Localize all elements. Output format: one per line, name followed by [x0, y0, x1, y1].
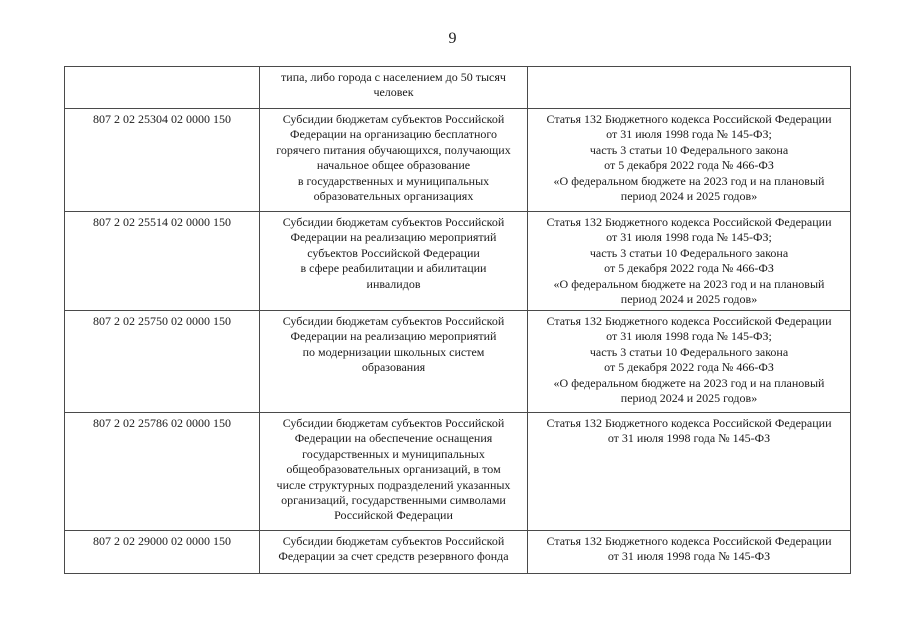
budget-code-cell: 807 2 02 25304 02 0000 150 — [65, 109, 260, 212]
budget-code-cell: 807 2 02 29000 02 0000 150 — [65, 531, 260, 574]
table-row — [65, 311, 851, 413]
budget-code-cell: 807 2 02 25786 02 0000 150 — [65, 413, 260, 531]
budget-code-cell — [65, 67, 260, 109]
description-cell: типа, либо города с населением до 50 тысяч человек — [260, 67, 528, 109]
legal-basis-cell: Статья 132 Бюджетного кодекса Российской Федерации от 31 июля 1998 года № 145-ФЗ; часть 3 статьи 10 Федерального закона от 5 декабря 2022 года № 466-ФЗ «О федеральном бюджете на 2023 год и на плановый период 2024 и 2025 годов» — [528, 311, 851, 413]
legal-basis-cell: Статья 132 Бюджетного кодекса Российской Федерации от 31 июля 1998 года № 145-ФЗ — [528, 413, 851, 531]
legal-basis-cell: Статья 132 Бюджетного кодекса Российской Федерации от 31 июля 1998 года № 145-ФЗ — [528, 531, 851, 574]
budget-classification-table — [64, 66, 851, 574]
table-row — [65, 212, 851, 311]
table-row — [65, 413, 851, 531]
budget-code-cell: 807 2 02 25750 02 0000 150 — [65, 311, 260, 413]
budget-code-cell: 807 2 02 25514 02 0000 150 — [65, 212, 260, 311]
description-cell: Субсидии бюджетам субъектов Российской Федерации на реализацию мероприятий субъектов Российской Федерации в сфере реабилитации и абилитации инвалидов — [260, 212, 528, 311]
description-cell: Субсидии бюджетам субъектов Российской Федерации за счет средств резервного фонда — [260, 531, 528, 574]
description-cell: Субсидии бюджетам субъектов Российской Федерации на реализацию мероприятий по модернизации школьных систем образования — [260, 311, 528, 413]
page-number: 9 — [448, 30, 457, 47]
legal-basis-cell: Статья 132 Бюджетного кодекса Российской Федерации от 31 июля 1998 года № 145-ФЗ; часть 3 статьи 10 Федерального закона от 5 декабря 2022 года № 466-ФЗ «О федеральном бюджете на 2023 год и на плановый период 2024 и 2025 годов» — [528, 212, 851, 311]
legal-basis-cell: Статья 132 Бюджетного кодекса Российской Федерации от 31 июля 1998 года № 145-ФЗ; часть 3 статьи 10 Федерального закона от 5 декабря 2022 года № 466-ФЗ «О федеральном бюджете на 2023 год и на плановый период 2024 и 2025 годов» — [528, 109, 851, 212]
description-cell: Субсидии бюджетам субъектов Российской Федерации на обеспечение оснащения государственных и муниципальных общеобразовательных организаций, в том числе структурных подразделений указанных организаций, государственными символами Российской Федерации — [260, 413, 528, 531]
table-row-continued — [65, 67, 851, 109]
legal-basis-cell — [528, 67, 851, 109]
table-row — [65, 109, 851, 212]
table-row — [65, 531, 851, 574]
description-cell: Субсидии бюджетам субъектов Российской Федерации на организацию бесплатного горячего питания обучающихся, получающих начальное общее образование в государственных и муниципальных образовательных организациях — [260, 109, 528, 212]
